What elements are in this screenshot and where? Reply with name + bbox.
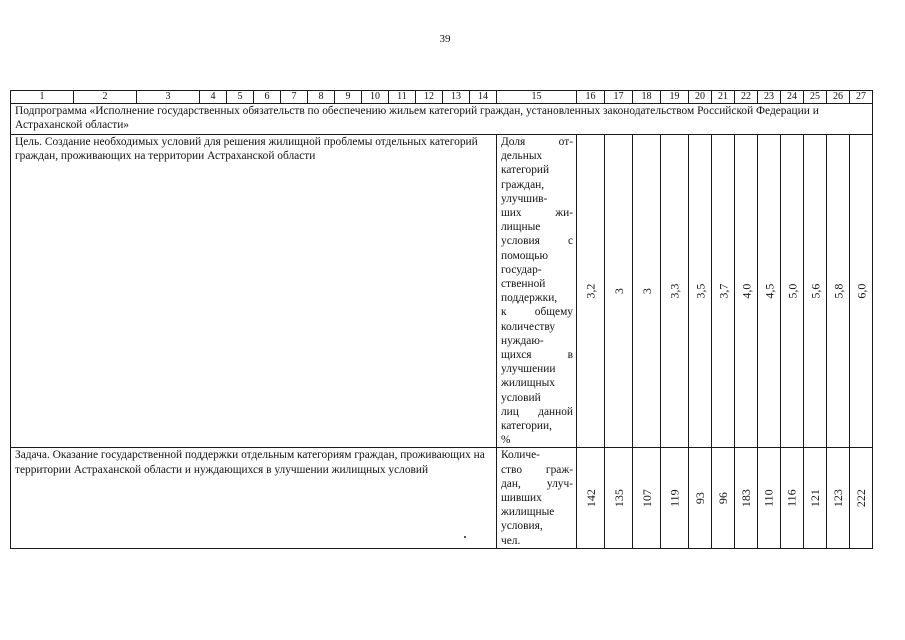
task-value-cell — [633, 448, 661, 548]
task-value-cell — [827, 448, 850, 548]
column-number: 23 — [758, 91, 781, 104]
column-number: 1 — [11, 91, 74, 104]
task-value-cell — [712, 448, 735, 548]
task-indicator-text: Количе- ство граж- дан, улуч- шивших жилищные условия, чел. — [501, 449, 573, 547]
goal-value: 5,6 — [807, 283, 822, 299]
goal-value: 5,0 — [784, 283, 799, 299]
goal-value-cell — [605, 135, 633, 448]
task-value-cell — [758, 448, 781, 548]
column-number: 2 — [74, 91, 137, 104]
column-number: 3 — [137, 91, 200, 104]
goal-value-cell — [827, 135, 850, 448]
task-value-cell — [577, 448, 605, 548]
goal-indicator — [497, 135, 577, 448]
column-number: 15 — [497, 91, 577, 104]
task-value-cell — [781, 448, 804, 548]
goal-text: Цель. Создание необходимых условий для решения жилищной проблемы отдельных категорий граждан, проживающих на территории Астраханской области — [11, 135, 497, 448]
task-value: 222 — [853, 488, 868, 507]
page-number: 39 — [439, 33, 451, 45]
column-number: 10 — [362, 91, 389, 104]
column-number: 7 — [281, 91, 308, 104]
goal-value-cell — [712, 135, 735, 448]
task-value: 107 — [639, 488, 654, 507]
column-number: 11 — [389, 91, 416, 104]
column-number: 12 — [416, 91, 443, 104]
column-number: 13 — [443, 91, 470, 104]
goal-value: 3,2 — [583, 283, 598, 299]
task-value: 96 — [715, 491, 730, 504]
task-value: 116 — [784, 488, 799, 507]
goal-value-cell — [661, 135, 689, 448]
task-value-cell — [689, 448, 712, 548]
column-number: 25 — [804, 91, 827, 104]
task-value: 110 — [761, 488, 776, 507]
subprogram-title: Подпрограмма «Исполнение государственных обязательств по обеспечению жильем категорий граждан, установленных законодательством Российской Федерации и Астраханской области» — [11, 104, 873, 135]
task-value-cell — [804, 448, 827, 548]
task-value: 183 — [738, 488, 753, 507]
task-value: 142 — [583, 488, 598, 507]
task-row — [11, 448, 873, 548]
goal-value: 5,8 — [830, 283, 845, 299]
goal-value: 3,7 — [715, 283, 730, 299]
column-number: 22 — [735, 91, 758, 104]
goal-value: 3 — [611, 287, 626, 294]
task-indicator — [497, 448, 577, 548]
program-table — [10, 90, 873, 549]
task-value: 123 — [830, 488, 845, 507]
column-number: 26 — [827, 91, 850, 104]
task-value: 135 — [611, 488, 626, 507]
goal-value-cell — [781, 135, 804, 448]
task-text: Задача. Оказание государственной поддержки отдельным категориям граждан, проживающих на территории Астраханской области и нуждающихся в улучшении жилищных условий — [11, 448, 497, 548]
goal-value-cell — [633, 135, 661, 448]
goal-indicator-text: Доля от- дельных категорий граждан, улучшив- ших жи- лищные условия с помощью государ- ственной поддержки, к общему количеству нуждаю- щихся в улучшении жилищных условий лиц данной категории, % — [501, 136, 573, 447]
column-number: 8 — [308, 91, 335, 104]
goal-row — [11, 135, 873, 448]
task-value: 121 — [807, 488, 822, 507]
task-value-cell — [605, 448, 633, 548]
column-number: 9 — [335, 91, 362, 104]
task-value-cell — [661, 448, 689, 548]
column-number: 27 — [850, 91, 873, 104]
scan-speck — [464, 536, 466, 538]
goal-value: 6,0 — [853, 283, 868, 299]
goal-value: 4,5 — [761, 283, 776, 299]
goal-value-cell — [577, 135, 605, 448]
column-number: 20 — [689, 91, 712, 104]
column-number: 4 — [200, 91, 227, 104]
column-number: 5 — [227, 91, 254, 104]
goal-value: 3,3 — [667, 283, 682, 299]
goal-value: 3 — [639, 287, 654, 294]
goal-value-cell — [804, 135, 827, 448]
column-number: 18 — [633, 91, 661, 104]
column-numbers-row — [11, 91, 873, 104]
task-value-cell — [735, 448, 758, 548]
column-number: 17 — [605, 91, 633, 104]
column-number: 6 — [254, 91, 281, 104]
column-number: 19 — [661, 91, 689, 104]
task-value: 93 — [692, 491, 707, 504]
subprogram-row — [11, 104, 873, 135]
goal-value: 3,5 — [692, 283, 707, 299]
goal-value-cell — [850, 135, 873, 448]
column-number: 24 — [781, 91, 804, 104]
goal-value-cell — [735, 135, 758, 448]
goal-value-cell — [758, 135, 781, 448]
goal-value-cell — [689, 135, 712, 448]
goal-value: 4,0 — [738, 283, 753, 299]
column-number: 14 — [470, 91, 497, 104]
task-value: 119 — [667, 488, 682, 507]
column-number: 16 — [577, 91, 605, 104]
column-number: 21 — [712, 91, 735, 104]
task-value-cell — [850, 448, 873, 548]
